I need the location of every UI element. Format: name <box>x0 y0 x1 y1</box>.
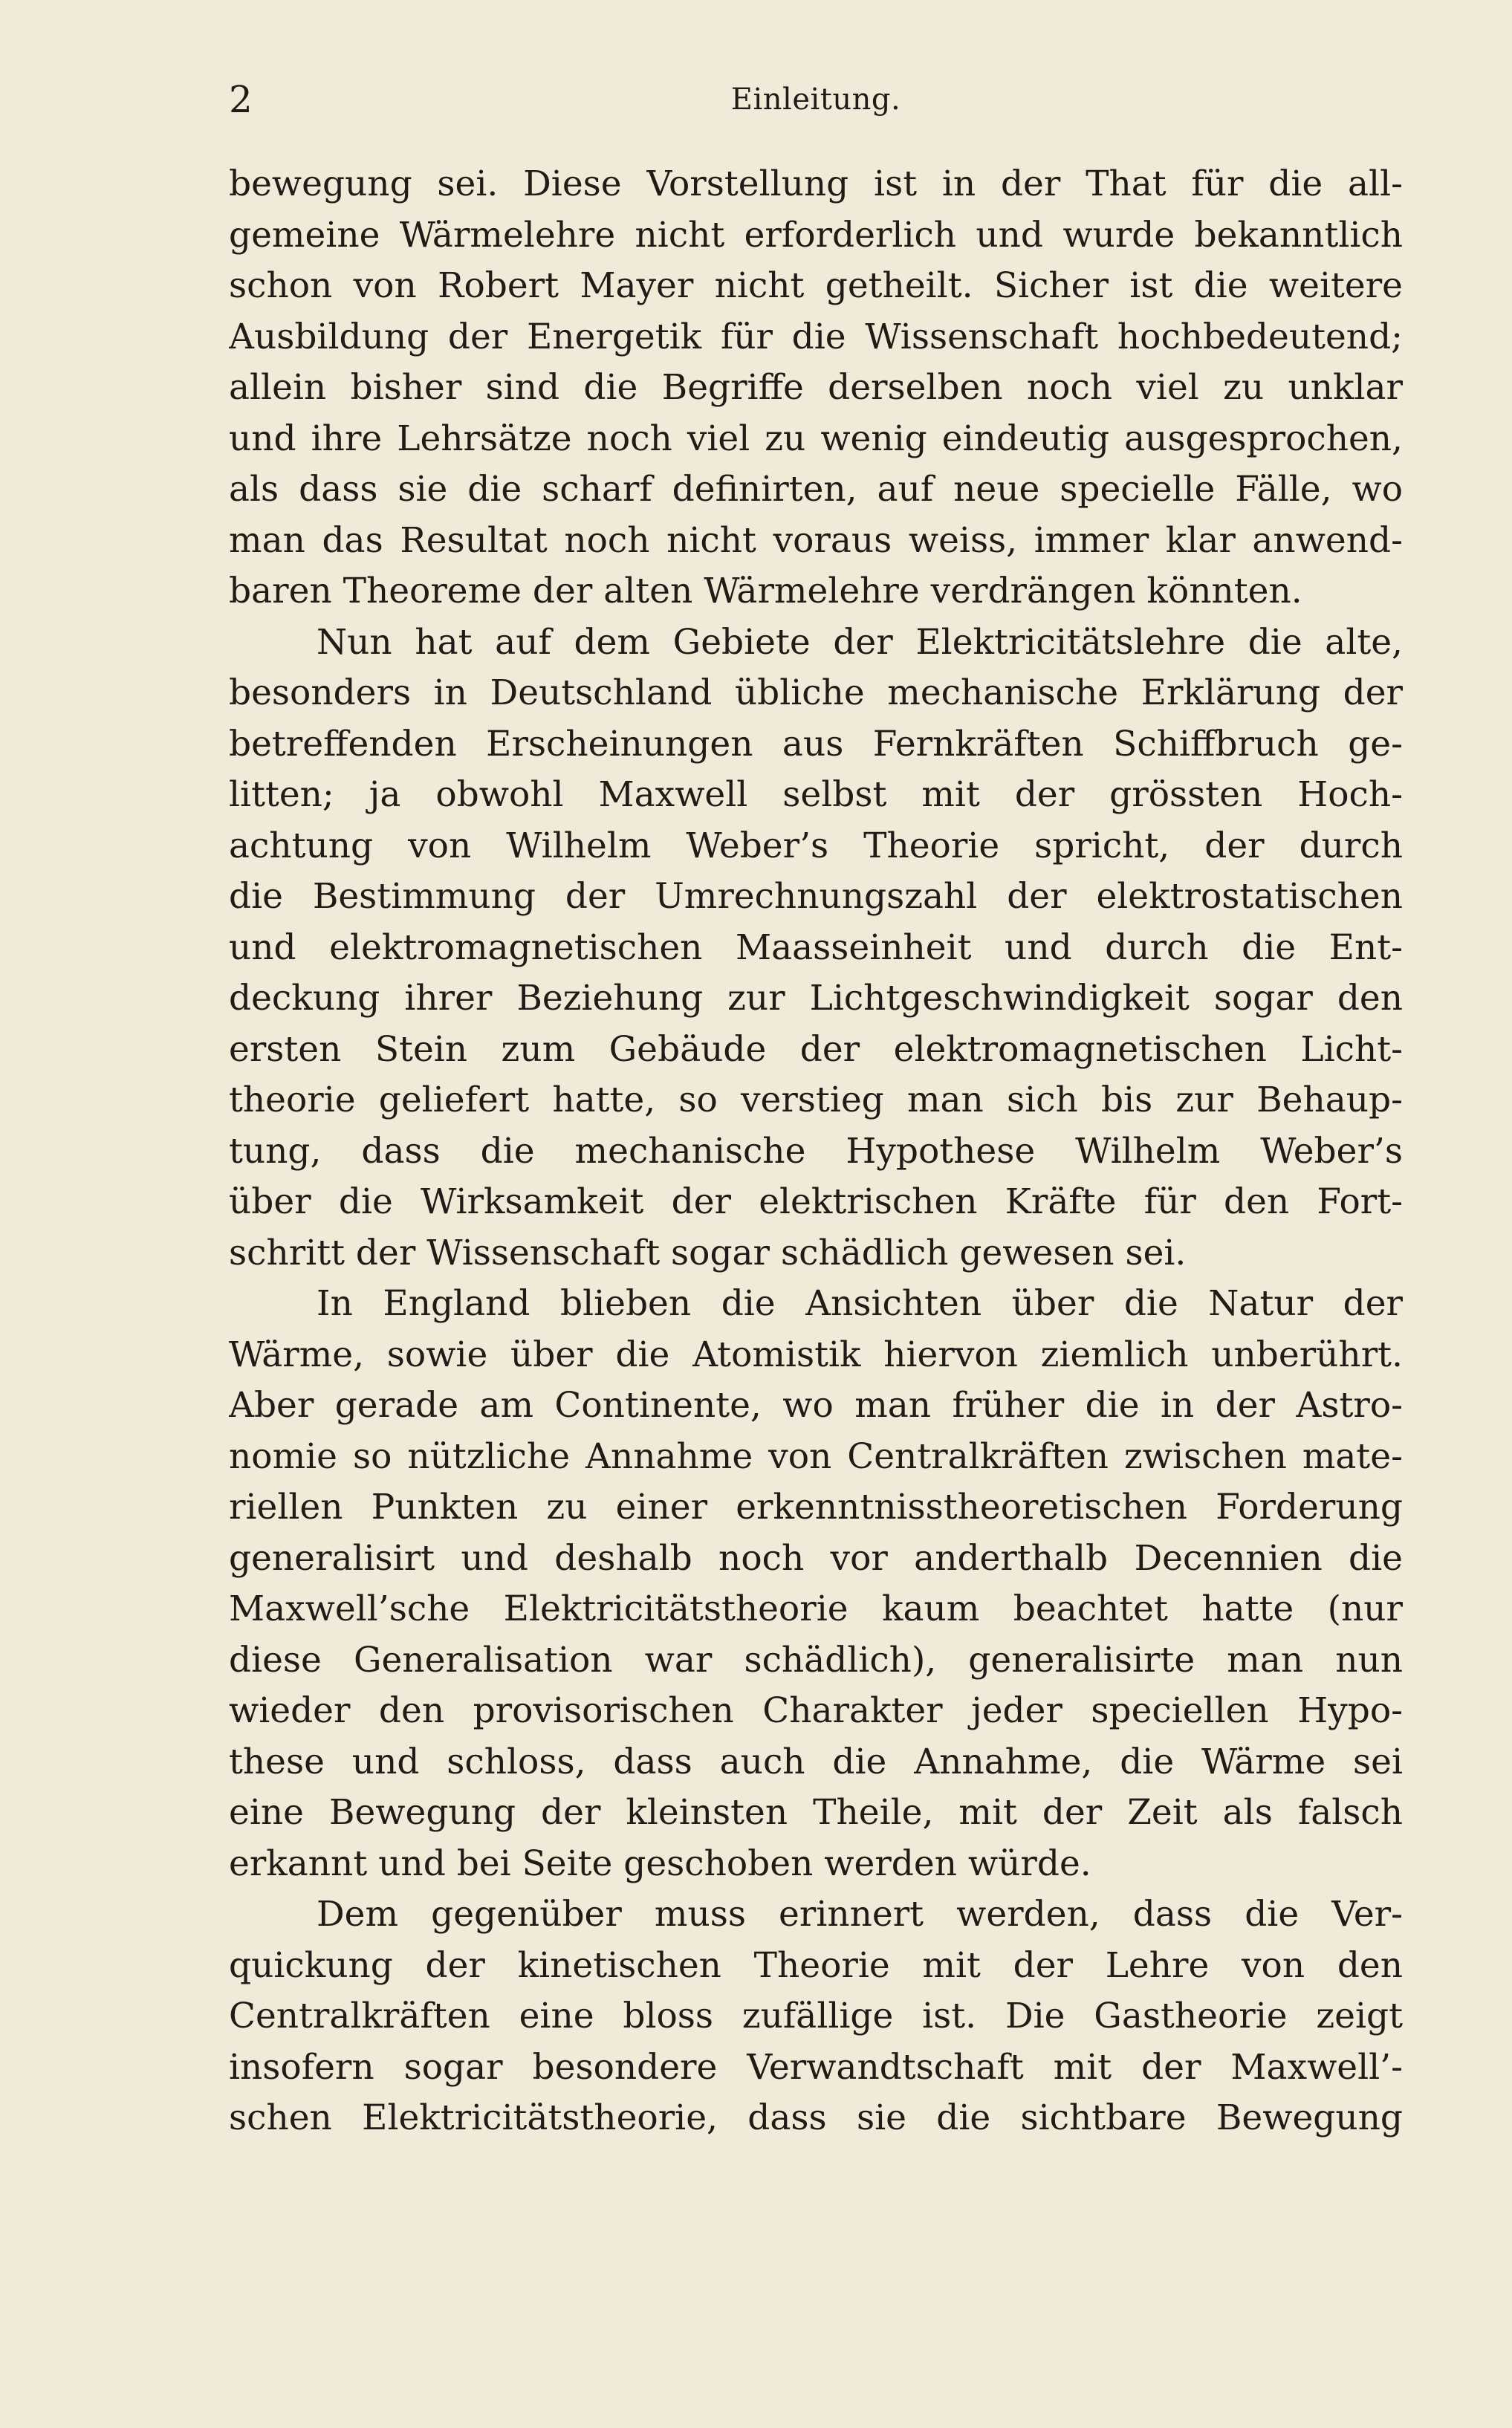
text-line: und elektromagnetischen Maasseinheit und durch die Ent- <box>229 926 1403 968</box>
text-line: besonders in Deutschland übliche mechanische Erklärung der <box>229 672 1403 713</box>
text-line: eine Bewegung der kleinsten Theile, mit der Zeit als falsch <box>229 1792 1403 1833</box>
text-line: riellen Punkten zu einer erkenntnisstheoretischen Forderung <box>229 1487 1403 1528</box>
text-line: theorie geliefert hatte, so verstieg man sich bis zur Behaup- <box>229 1080 1403 1120</box>
text-line: generalisirt und deshalb noch vor anderthalb Decennien die <box>229 1537 1403 1579</box>
text-line: betreffenden Erscheinungen aus Fernkräften Schiffbruch ge- <box>229 723 1403 765</box>
page-header <box>229 77 1403 122</box>
body-text <box>229 159 1403 2144</box>
text-line: und ihre Lehrsätze noch viel zu wenig eindeutig ausgesprochen, <box>229 418 1403 459</box>
text-line: these und schloss, dass auch die Annahme, die Wärme sei <box>229 1741 1403 1782</box>
text-line: die Bestimmung der Umrechnungszahl der elektrostatischen <box>229 876 1403 917</box>
paragraph-start-line: Nun hat auf dem Gebiete der Elektricitätslehre die alte, <box>317 621 1403 663</box>
text-line: bewegung sei. Diese Vorstellung ist in der That für die all- <box>229 163 1403 204</box>
page-number: 2 <box>229 78 253 121</box>
text-line: insofern sogar besondere Verwandtschaft mit der Maxwell’- <box>229 2046 1403 2088</box>
text-line: man das Resultat noch nicht voraus weiss, immer klar anwend- <box>229 519 1403 561</box>
paragraph-end-line: schritt der Wissenschaft sogar schädlich gewesen sei. <box>229 1232 1187 1273</box>
text-line: schon von Robert Mayer nicht getheilt. Sicher ist die weitere <box>229 265 1403 306</box>
text-line: achtung von Wilhelm Weber’s Theorie spricht, der durch <box>229 825 1403 866</box>
text-line: Aber gerade am Continente, wo man früher die in der Astro- <box>229 1385 1403 1426</box>
text-line: tung, dass die mechanische Hypothese Wilhelm Weber’s <box>229 1130 1403 1172</box>
paragraph-end-line: baren Theoreme der alten Wärmelehre verdrängen könnten. <box>229 571 1302 611</box>
text-line: quickung der kinetischen Theorie mit der Lehre von den <box>229 1944 1403 1986</box>
text-line: Wärme, sowie über die Atomistik hiervon ziemlich unberührt. <box>229 1334 1403 1375</box>
text-line: allein bisher sind die Begriffe derselben noch viel zu unklar <box>229 367 1403 408</box>
text-line: Maxwell’sche Elektricitätstheorie kaum beachtet hatte (nur <box>229 1588 1403 1629</box>
text-line: nomie so nützliche Annahme von Centralkräften zwischen mate- <box>229 1435 1403 1477</box>
text-line: litten; ja obwohl Maxwell selbst mit der grössten Hoch- <box>229 774 1403 815</box>
paragraph-end-line: erkannt und bei Seite geschoben werden würde. <box>229 1843 1091 1884</box>
text-line: wieder den provisorischen Charakter jeder speciellen Hypo- <box>229 1690 1403 1731</box>
paragraph-start-line: In England blieben die Ansichten über die Natur der <box>317 1283 1403 1324</box>
text-line: über die Wirksamkeit der elektrischen Kräfte für den Fort- <box>229 1181 1403 1222</box>
text-line: diese Generalisation war schädlich), generalisirte man nun <box>229 1639 1403 1681</box>
text-line: schen Elektricitätstheorie, dass sie die sichtbare Bewegung <box>229 2097 1403 2138</box>
text-line: deckung ihrer Beziehung zur Lichtgeschwindigkeit sogar den <box>229 978 1403 1019</box>
text-line: gemeine Wärmelehre nicht erforderlich und wurde bekanntlich <box>229 214 1403 256</box>
text-line: als dass sie die scharf definirten, auf neue specielle Fälle, wo <box>229 469 1403 510</box>
text-line: Centralkräften eine bloss zufällige ist. Die Gastheorie zeigt <box>229 1996 1403 2036</box>
running-title: Einleitung. <box>730 82 901 117</box>
paragraph-start-line: Dem gegenüber muss erinnert werden, dass die Ver- <box>317 1894 1403 1935</box>
text-line: ersten Stein zum Gebäude der elektromagnetischen Licht- <box>229 1028 1403 1070</box>
text-line: Ausbildung der Energetik für die Wissenschaft hochbedeutend; <box>229 316 1403 357</box>
